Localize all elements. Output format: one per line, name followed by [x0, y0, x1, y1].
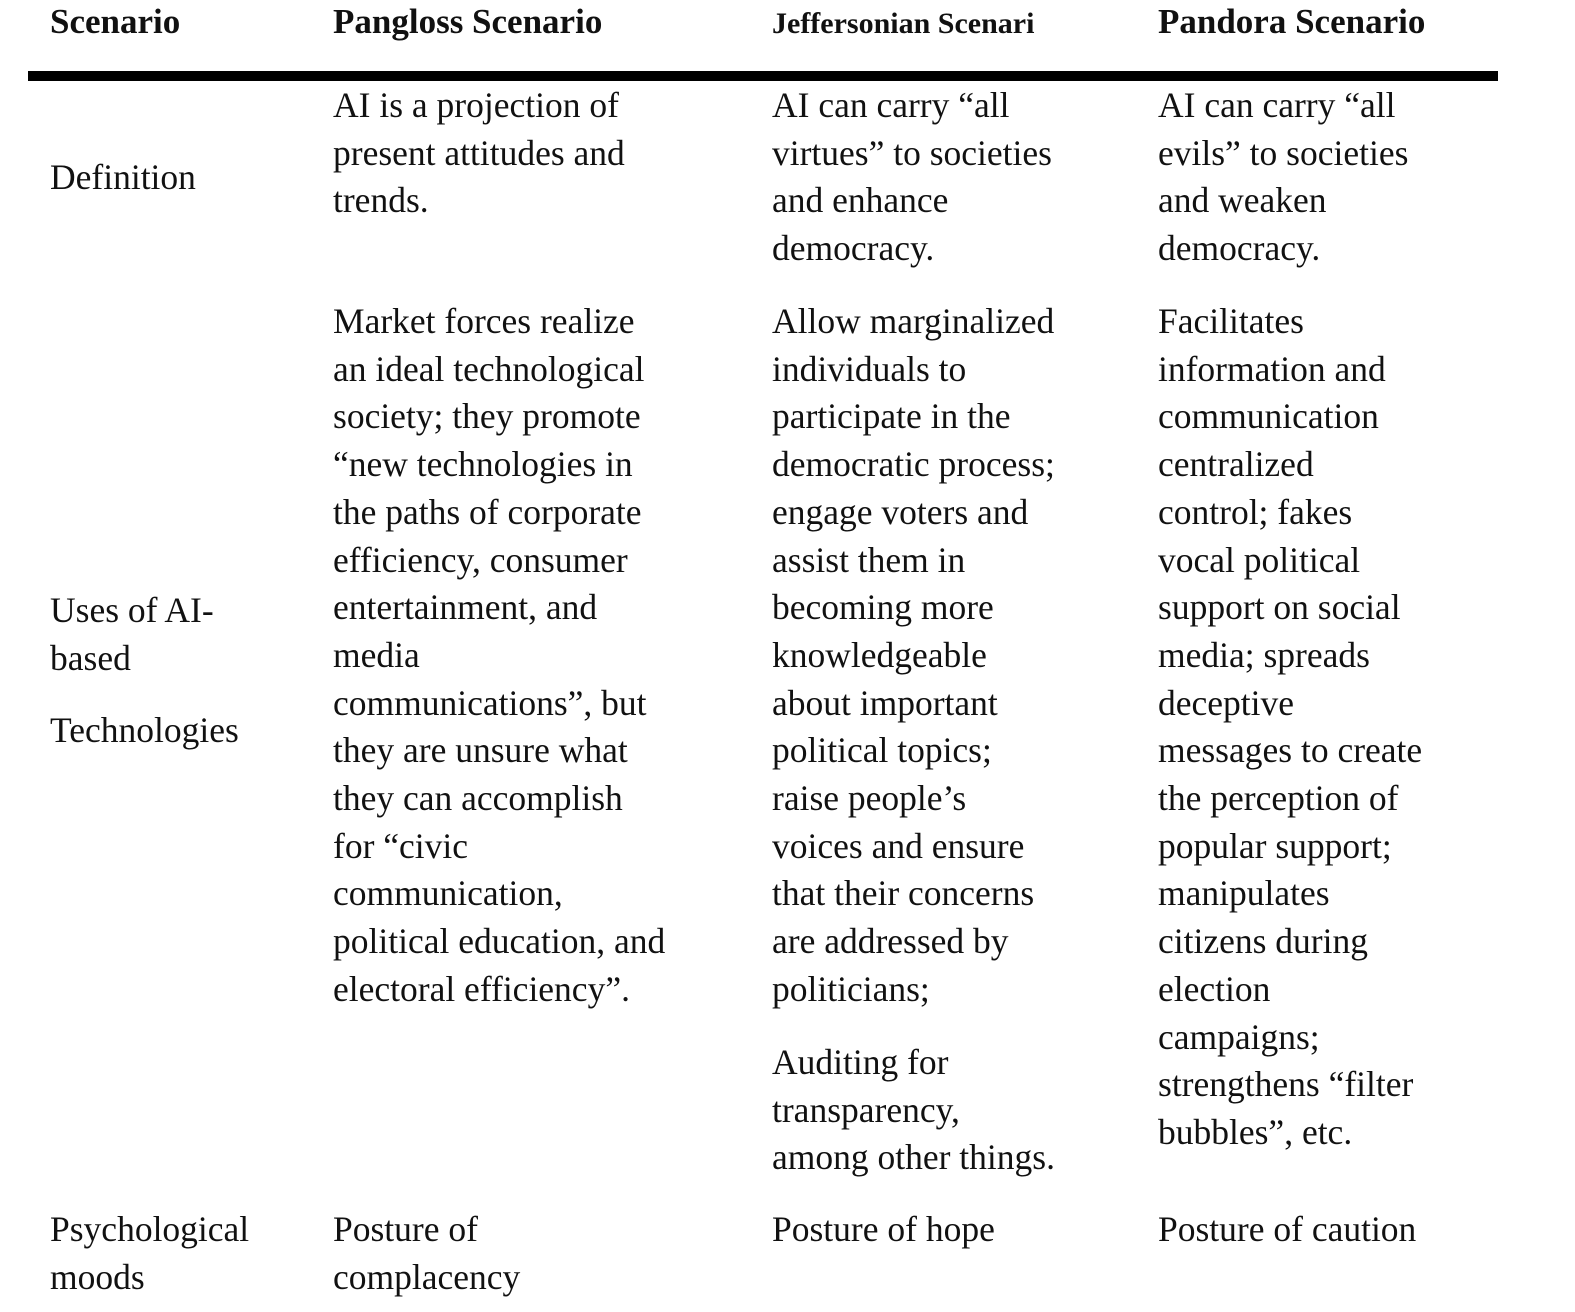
cell-line: centralized: [1158, 444, 1314, 485]
cell-line: among other things.: [772, 1137, 1055, 1178]
cell-line: campaigns;: [1158, 1016, 1320, 1057]
cell-uses-jeffersonian: [772, 298, 1055, 1014]
header-pandora: Pandora Scenario: [1158, 2, 1426, 41]
cell-line: moods: [50, 1256, 145, 1297]
cell-line: democracy.: [1158, 228, 1321, 269]
cell-line: Facilitates: [1158, 301, 1304, 341]
cell-line: society; they promote: [333, 396, 641, 437]
cell-definition-jeffersonian: [772, 82, 1052, 273]
cell-line: present attitudes and: [333, 132, 625, 173]
cell-line: AI can carry “all: [1158, 85, 1396, 125]
cell-line: citizens during: [1158, 921, 1368, 962]
cell-line: are addressed by: [772, 921, 1009, 962]
cell-line: participate in the: [772, 396, 1011, 437]
cell-line: for “civic: [333, 825, 469, 866]
cell-line: politicians;: [772, 968, 930, 1009]
row-label-uses: [50, 587, 239, 755]
cell-moods-jeffersonian: [772, 1206, 995, 1254]
cell-line: Psychological: [50, 1209, 250, 1249]
row-label-definition: [50, 154, 196, 202]
cell-line: Definition: [50, 157, 196, 197]
cell-line: complacency: [333, 1256, 521, 1297]
label-line: Technologies: [50, 710, 239, 751]
cell-line: deceptive: [1158, 682, 1295, 723]
cell-line: manipulates: [1158, 873, 1330, 914]
header-pangloss: Pangloss Scenario: [333, 2, 603, 41]
cell-line: and weaken: [1158, 180, 1327, 221]
cell-line: assist them in: [772, 539, 966, 580]
cell-line: an ideal technological: [333, 348, 645, 389]
header-rule: [28, 71, 1498, 81]
cell-line: entertainment, and: [333, 587, 598, 628]
cell-line: political topics;: [772, 730, 992, 771]
cell-line: democratic process;: [772, 444, 1055, 485]
cell-line: transparency,: [772, 1089, 960, 1130]
cell-line: raise people’s: [772, 778, 967, 819]
cell-moods-pandora: [1158, 1206, 1416, 1254]
cell-line: that their concerns: [772, 873, 1035, 914]
cell-line: individuals to: [772, 348, 967, 389]
cell-line: electoral efficiency”.: [333, 968, 630, 1009]
cell-line: Market forces realize: [333, 301, 635, 341]
cell-line: democracy.: [772, 228, 935, 269]
row-label-moods: [50, 1206, 249, 1301]
cell-line: voices and ensure: [772, 825, 1025, 866]
cell-line: virtues” to societies: [772, 132, 1052, 173]
cell-line: Posture of: [333, 1209, 478, 1249]
cell-line: the paths of corporate: [333, 491, 642, 532]
cell-line: efficiency, consumer: [333, 539, 628, 580]
cell-line: Allow marginalized: [772, 301, 1055, 341]
label-line: Uses of AI-: [50, 590, 214, 630]
header-jeffersonian: Jeffersonian Scenari: [772, 7, 1035, 40]
cell-line: support on social: [1158, 587, 1401, 628]
cell-definition-pangloss: [333, 82, 625, 225]
cell-line: Posture of caution: [1158, 1209, 1417, 1249]
cell-line: media: [333, 634, 420, 675]
cell-line: trends.: [333, 180, 429, 221]
cell-line: about important: [772, 682, 998, 723]
cell-line: strengthens “filter: [1158, 1064, 1414, 1105]
cell-line: AI is a projection of: [333, 85, 619, 125]
cell-line: they can accomplish: [333, 778, 623, 819]
cell-line: becoming more: [772, 587, 994, 628]
cell-definition-pandora: [1158, 82, 1408, 273]
cell-uses-pangloss: [333, 298, 665, 1014]
cell-line: they are unsure what: [333, 730, 628, 771]
cell-line: communication,: [333, 873, 563, 914]
cell-line: communications”, but: [333, 682, 647, 723]
cell-line: engage voters and: [772, 491, 1029, 532]
cell-uses-pandora: [1158, 298, 1422, 1157]
cell-line: election: [1158, 968, 1271, 1009]
cell-line: popular support;: [1158, 825, 1392, 866]
header-scenario: Scenario: [50, 2, 181, 41]
cell-line: political education, and: [333, 921, 666, 962]
cell-line: bubbles”, etc.: [1158, 1111, 1353, 1152]
cell-line: information and: [1158, 348, 1386, 389]
cell-line: media; spreads: [1158, 634, 1370, 675]
cell-line: AI can carry “all: [772, 85, 1010, 125]
cell-line: Posture of hope: [772, 1209, 995, 1249]
label-line: based: [50, 637, 131, 678]
cell-line: “new technologies in: [333, 444, 633, 485]
cell-line: and enhance: [772, 180, 949, 221]
cell-line: messages to create: [1158, 730, 1423, 771]
cell-line: the perception of: [1158, 778, 1399, 819]
cell-line: vocal political: [1158, 539, 1361, 580]
cell-line: knowledgeable: [772, 634, 987, 675]
cell-uses-jeffersonian-2: [772, 1039, 1055, 1182]
cell-line: communication: [1158, 396, 1379, 437]
cell-moods-pangloss: [333, 1206, 520, 1301]
cell-line: Auditing for: [772, 1042, 949, 1082]
cell-line: control; fakes: [1158, 491, 1353, 532]
cell-line: evils” to societies: [1158, 132, 1409, 173]
